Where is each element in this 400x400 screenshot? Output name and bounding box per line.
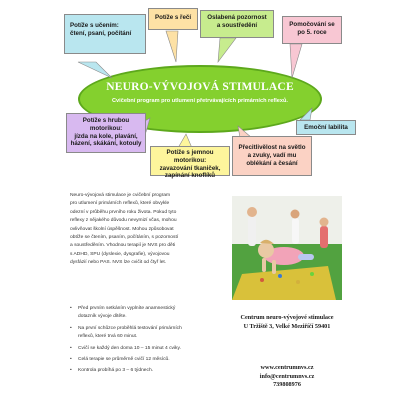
bubble-preciv [232,136,312,176]
intro-line: reflexy z nějakého důvodu nevymizí včas, mohou [70,218,177,224]
bubble-hrubou-line-2: jízda na kole, plavání, [74,132,138,140]
list-item-line: Na první schůzce proběhlá testování primárních [78,325,182,331]
intro-line: ovlivňovat školní úspěšnost. Mohou způsobovat [70,226,174,232]
bubble-reci [148,8,198,30]
bubble-uceni-line-2: čtení, psaní, počítání [70,29,132,37]
list-item-line: dotazník vývoje dítěte. [78,314,127,320]
bubble-hrubou [66,113,146,153]
bubble-uceni-line-1: Potíže s učením: [70,22,119,29]
bullet-icon: • [70,306,72,311]
bubble-labilita-line-1: Emoční labilita [304,124,348,131]
bubble-reci-line-1: Potíže s řečí [154,14,192,21]
intro-line: s ADHD, SPU (dyslexie, dysgrafie), vývojovou [70,251,170,257]
bullet-icon: • [70,345,72,351]
intro-paragraph [70,192,220,268]
bubble-tail-reci [166,31,178,62]
website-link[interactable]: www.centrumnvs.cz [260,364,314,371]
bubble-preciv-line-3: oblékání a česání [246,159,298,167]
intro-line: dysfázií nebo PAS. NVS lze cvičit od čtyř let. [70,260,167,266]
process-list [70,305,230,379]
bubble-labilita [296,120,356,135]
intro-line: odezní v průběhu prvního roku života. Pokud tyto [70,209,177,215]
bubble-uceni [64,14,146,54]
list-item-line: Cvičí se každý den doma 10 – 15 minut 4 cviky. [78,345,181,351]
bubble-tail-labilita [300,108,312,120]
contact-address [224,314,350,331]
email-link[interactable]: info@centrumnvs.cz [259,372,315,380]
bullet-icon: • [70,368,72,374]
list-item [70,325,230,342]
bubble-preciv-line-2: a zvuky, vadí mu [247,151,297,159]
phone-number[interactable]: 739808976 [273,381,301,388]
bullet-icon: • [70,325,72,331]
intro-line: a soustředěním. Vhodnou terapií je NVS pro děti [70,243,176,249]
list-item [70,305,230,322]
bubble-preciv-line-1: Přecitlivělost na světlo [238,144,306,151]
bubble-pozornost [200,10,274,38]
bubble-pomoc [282,16,342,44]
bubble-pomoc-line-1: Pomočování se [289,21,335,28]
intro-line: obtíže se čtením, psaním, počítáním, s pozorností [70,235,179,241]
intro-line: pro utlumení primárních reflexů, které obvykle [70,201,170,207]
bubble-pomoc-line-2: po 5. roce [297,28,327,36]
children-exercise-photo [232,196,342,300]
page-title: NEURO-VÝVOJOVÁ STIMULACE [106,81,294,93]
bubble-tail-pomoc [290,44,302,78]
bubble-jemnou [150,146,230,180]
list-item-line: reflexů, které trvá 60 minut. [78,334,138,340]
page-subtitle: Cvičební program pro utlumení přetrvávajících primárních reflexů. [112,98,288,104]
list-item [70,345,230,353]
bubble-hrubou-line-3: házení, skákání, kotouly [70,140,142,148]
bubble-jemnou-line-2: zavazování tkaniček, [159,164,221,172]
bubble-hrubou-line-1: Potíže s hrubou motorikou: [82,117,130,132]
center-name: Centrum neuro-vývojové stimulace [240,314,334,321]
list-item [70,356,230,364]
bubble-jemnou-line-1: Potíže s jemnou motorikou: [166,149,214,164]
list-item-line: Celá terapie se průměrně cvičí 12 měsíců. [78,357,170,363]
bullet-icon: • [70,357,72,363]
photo-illustration [232,196,342,300]
bubble-pozornost-line-1: Oslabená pozornost [207,14,267,21]
bubble-tail-uceni [78,62,112,78]
bubble-pozornost-line-2: a soustředění [216,21,258,29]
list-item-line: Před prvním setkáním vyplníte anamnestický [78,306,176,311]
bubble-jemnou-line-3: zapínání knoflíků [164,172,216,180]
list-item [70,367,230,375]
contact-info [224,364,350,390]
list-item-line: Kontrola probíhá po 3 – 6 týdnech. [78,368,154,374]
bubble-tail-pozornost [218,38,236,62]
center-address: U Tržiště 3, Velké Meziříčí 59401 [243,322,331,330]
intro-line: Neuro-vývojová stimulace je cvičební program [70,193,171,198]
